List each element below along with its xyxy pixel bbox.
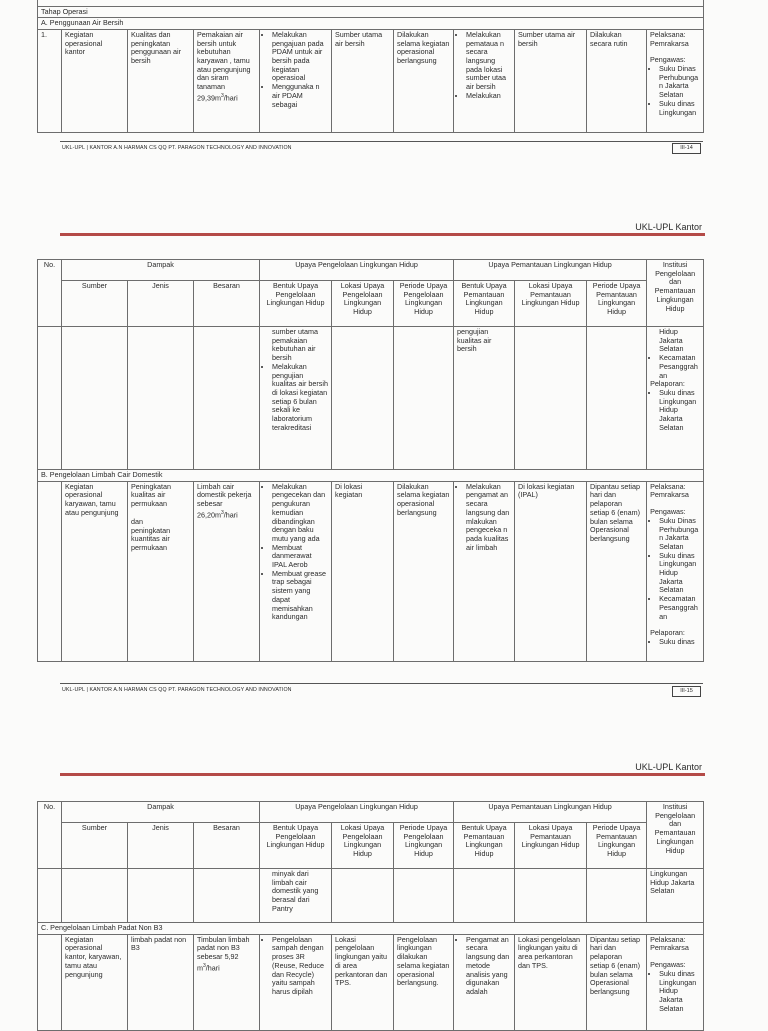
header-bentuk-pemantauan: Bentuk Upaya Pemantauan Lingkungan Hidup [454, 823, 515, 869]
cell-bentuk-pemantauan: • Pengamat an secara langsung dan metode analisis yang digunakan adalah [454, 934, 515, 1030]
header-besaran: Besaran [194, 823, 260, 869]
header-lokasi-pengelolaan: Lokasi Upaya Pengelolaan Lingkungan Hidup [332, 281, 394, 327]
header-periode-pemantauan: Periode Upaya Pemantauan Lingkungan Hidup [587, 823, 647, 869]
header-upaya-pemantauan: Upaya Pemantauan Lingkungan Hidup [454, 802, 647, 823]
header-jenis: Jenis [128, 823, 194, 869]
header-periode-pengelolaan: Periode Upaya Pengelolaan Lingkungan Hidup [394, 823, 454, 869]
table-page-3 [37, 801, 704, 1031]
row-number: 1. [38, 29, 62, 132]
cell-institusi-cont: Lingkungan Hidup Jakarta Selatan [647, 869, 704, 923]
cell-bentuk-pemantauan: • Melakukan pemataua n secara langsung pada lokasi sumber utaa air bersih • Melakukan [454, 29, 515, 132]
header-no: No. [38, 802, 62, 869]
cell-periode-pemantauan: Dilakukan secara rutin [587, 29, 647, 132]
header-upaya-pemantauan: Upaya Pemantauan Lingkungan Hidup [454, 260, 647, 281]
header-jenis: Jenis [128, 281, 194, 327]
cell-sumber: Kegiatan operasional kantor, karyawan, tamu atau pengunjung [62, 934, 128, 1030]
header-institusi: Institusi Pengelolaan dan Pemantauan Lingkungan Hidup [647, 802, 704, 869]
cell-institusi: Pelaksana: Pemrakarsa Pengawas: • Suku Dinas Perhubunga n Jakarta Selatan • Suku dinas Lingkungan Hidup Jakarta Selatan • Kecamatan Pesanggrah an Pelaporan: • Suku dinas [647, 481, 704, 661]
header-bentuk-pengelolaan: Bentuk Upaya Pengelolaan Lingkungan Hidup [260, 281, 332, 327]
footer-text: UKL-UPL | KANTOR A.N HARMAN CS QQ PT. PARAGON TECHNOLOGY AND INNOVATION [62, 687, 292, 693]
cell-bentuk-pengelolaan-cont: minyak dari limbah cair domestik yang berasal dari Pantry [260, 869, 332, 923]
header-periode-pengelolaan: Periode Upaya Pengelolaan Lingkungan Hidup [394, 281, 454, 327]
cell-lokasi-pemantauan: Lokasi pengelolaan lingkungan yaitu di area perkantoran dan TPS. [515, 934, 587, 1030]
cell-institusi: Pelaksana: Pemrakarsa Pengawas: • Suku Dinas Perhubunga n Jakarta Selatan • Suku dinas Lingkungan [647, 29, 704, 132]
header-upaya-pengelolaan: Upaya Pengelolaan Lingkungan Hidup [260, 802, 454, 823]
cell-bentuk-pengelolaan-cont: sumber utama pemakaian kebutuhan air bersih • Melakukan pengujian kualitas air bersih di lokasi kegiatan setiap 6 bulan sekali ke laboratorium terakreditasi [260, 327, 332, 470]
header-lokasi-pengelolaan: Lokasi Upaya Pengelolaan Lingkungan Hidup [332, 823, 394, 869]
cell-besaran: Pemakaian air bersih untuk kebutuhan karyawan , tamu atau pengunjung dan siram tanaman $29,39m^3$/hari [194, 29, 260, 132]
header-title: UKL-UPL Kantor [635, 222, 702, 232]
cell-besaran: Limbah cair domestik pekerja sebesar $26,20m^3$/hari [194, 481, 260, 661]
header-rule [60, 773, 705, 776]
table-page-2 [37, 259, 704, 662]
cell-periode-pengelolaan: Dilakukan selama kegiatan operasional berlangsung [394, 29, 454, 132]
cell-lokasi-pengelolaan: Sumber utama air bersih [332, 29, 394, 132]
header-lokasi-pemantauan: Lokasi Upaya Pemantauan Lingkungan Hidup [515, 823, 587, 869]
cell-jenis: limbah padat non B3 [128, 934, 194, 1030]
phase-label: Tahap Operasi [38, 6, 704, 18]
table-page-1 [37, 0, 704, 133]
cell-periode-pemantauan: Dipantau setiap hari dan pelaporan setiap 6 (enam) bulan selama Operasional berlangsung [587, 481, 647, 661]
cell-bentuk-pemantauan-cont: pengujian kualitas air bersih [454, 327, 515, 470]
footer-text: UKL-UPL | KANTOR A.N HARMAN CS QQ PT. PARAGON TECHNOLOGY AND INNOVATION [62, 145, 292, 151]
header-upaya-pengelolaan: Upaya Pengelolaan Lingkungan Hidup [260, 260, 454, 281]
header-sumber: Sumber [62, 823, 128, 869]
cell-periode-pemantauan: Dipantau setiap hari dan pelaporan setiap 6 (enam) bulan selama Operasional berlangsung [587, 934, 647, 1030]
cell-institusi: Pelaksana: Pemrakarsa Pengawas: • Suku dinas Lingkungan Hidup Jakarta Selatan [647, 934, 704, 1030]
cell-periode-pengelolaan: Dilakukan selama kegiatan operasional berlangsung [394, 481, 454, 661]
cell-bentuk-pemantauan: • Melakukan pengamat an secara langsung dan mlakukan pengeceka n pada kualitas air limbah [454, 481, 515, 661]
header-bentuk-pemantauan: Bentuk Upaya Pemantauan Lingkungan Hidup [454, 281, 515, 327]
cell-besaran: Timbulan limbah padat non B3 sebesar 5,92 $m^3$/hari [194, 934, 260, 1030]
cell-lokasi-pengelolaan: Lokasi pengelolaan lingkungan yaitu di area perkantoran dan TPS. [332, 934, 394, 1030]
cell-lokasi-pengelolaan: Di lokasi kegiatan [332, 481, 394, 661]
page-number: III-14 [672, 143, 701, 154]
header-lokasi-pemantauan: Lokasi Upaya Pemantauan Lingkungan Hidup [515, 281, 587, 327]
cell-sumber: Kegiatan operasional kantor [62, 29, 128, 132]
header-title: UKL-UPL Kantor [635, 762, 702, 772]
footer-rule [60, 683, 703, 684]
cell-jenis: Kualitas dan peningkatan penggunaan air bersih [128, 29, 194, 132]
header-sumber: Sumber [62, 281, 128, 327]
header-dampak: Dampak [62, 802, 260, 823]
footer-rule [60, 141, 703, 142]
cell-jenis: Peningkatan kualitas air permukaan dan peningkatan kuantitas air permukaan [128, 481, 194, 661]
header-no: No. [38, 260, 62, 327]
section-b-label: B. Pengelolaan Limbah Cair Domestik [38, 470, 704, 482]
cell-bentuk-pengelolaan: • Pengelolaan sampah dengan proses 3R (Reuse, Reduce dan Recycle) yaitu sampah harus dipilah [260, 934, 332, 1030]
cell-institusi-cont: Hidup Jakarta Selatan • Kecamatan Pesanggrah an Pelaporan: • Suku dinas Lingkungan Hidup Jakarta Selatan [647, 327, 704, 470]
header-institusi: Institusi Pengelolaan dan Pemantauan Lingkungan Hidup [647, 260, 704, 327]
page-number: III-15 [672, 686, 701, 697]
cell-lokasi-pemantauan: Di lokasi kegiatan (IPAL) [515, 481, 587, 661]
cell-sumber: Kegiatan operasional karyawan, tamu atau pengunjung [62, 481, 128, 661]
cell-lokasi-pemantauan: Sumber utama air bersih [515, 29, 587, 132]
header-rule [60, 233, 705, 236]
cell-periode-pengelolaan: Pengelolaan lingkungan dilakukan selama kegiatan operasional berlangsung. [394, 934, 454, 1030]
header-besaran: Besaran [194, 281, 260, 327]
cell-bentuk-pengelolaan: • Melakukan pengajuan pada PDAM untuk air bersih pada kegiatan operasioal • Menggunaka n air PDAM sebagai [260, 29, 332, 132]
header-bentuk-pengelolaan: Bentuk Upaya Pengelolaan Lingkungan Hidup [260, 823, 332, 869]
section-c-label: C. Pengelolaan Limbah Padat Non B3 [38, 923, 704, 935]
header-periode-pemantauan: Periode Upaya Pemantauan Lingkungan Hidup [587, 281, 647, 327]
header-dampak: Dampak [62, 260, 260, 281]
section-a-label: A. Penggunaan Air Bersih [38, 18, 704, 30]
cell-bentuk-pengelolaan: • Melakukan pengecekan dan pengukuran kemudian dibandingkan dengan baku mutu yang ada • Membuat danmerawat IPAL Aerob • Membuat grease trap sebagai sistem yang dapat memisahkan kandungan [260, 481, 332, 661]
